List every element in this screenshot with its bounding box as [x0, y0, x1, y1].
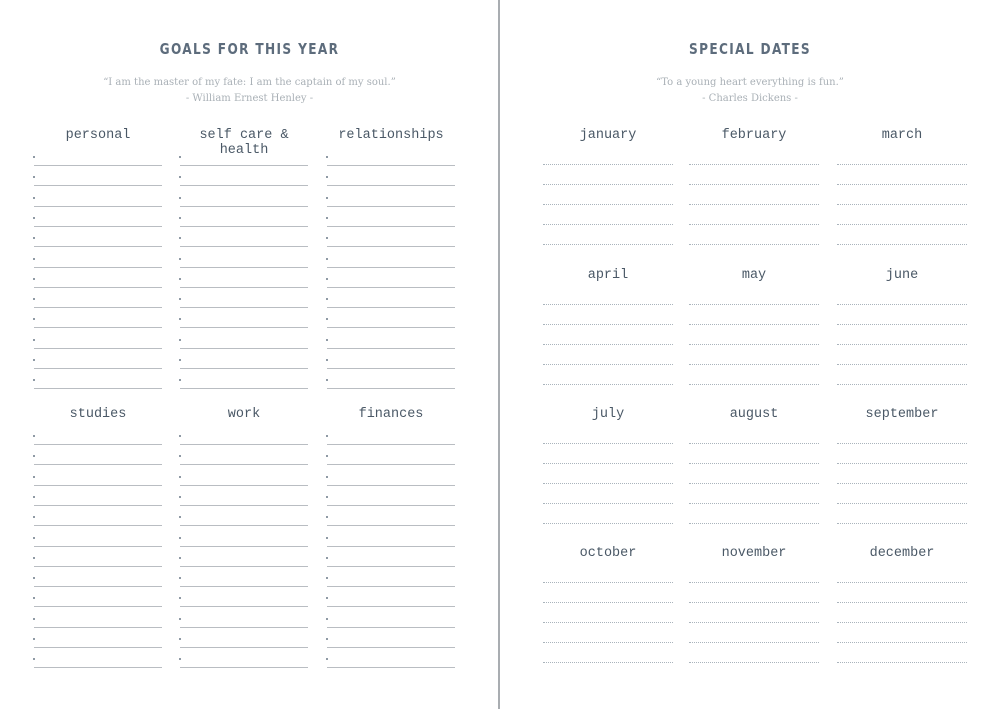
bullet-icon — [33, 278, 35, 280]
goal-entry-line[interactable] — [180, 388, 308, 389]
goal-entry-line[interactable] — [327, 667, 455, 668]
bullet-icon — [179, 597, 181, 599]
goal-entry-line[interactable] — [180, 287, 308, 288]
date-entry-line[interactable] — [543, 204, 673, 205]
date-entry-line[interactable] — [837, 184, 967, 185]
goal-category-label: self care & health — [199, 128, 289, 158]
goal-entry-line[interactable] — [180, 307, 308, 308]
bullet-icon — [33, 318, 35, 320]
goal-entry-line[interactable] — [180, 485, 308, 486]
date-entry-line[interactable] — [543, 324, 673, 325]
date-entry-line[interactable] — [543, 523, 673, 524]
date-entry-line[interactable] — [689, 344, 819, 345]
goal-entry-line[interactable] — [327, 368, 455, 369]
date-entry-line[interactable] — [689, 184, 819, 185]
goal-entry-line[interactable] — [34, 464, 162, 465]
goal-entry-line[interactable] — [34, 368, 162, 369]
bullet-icon — [326, 156, 328, 158]
goal-category-finances — [327, 407, 455, 672]
goal-entry-line[interactable] — [327, 505, 455, 506]
goal-entry-line[interactable] — [34, 327, 162, 328]
bullet-icon — [179, 435, 181, 437]
bullet-icon — [179, 176, 181, 178]
bullet-icon — [33, 258, 35, 260]
date-entry-line[interactable] — [689, 384, 819, 385]
goal-entry-line[interactable] — [180, 606, 308, 607]
bullet-icon — [179, 577, 181, 579]
goal-category-studies — [34, 407, 162, 672]
month-march — [837, 128, 967, 253]
goal-entry-line[interactable] — [34, 165, 162, 166]
bullet-icon — [326, 278, 328, 280]
goal-entry-line[interactable] — [34, 546, 162, 547]
bullet-icon — [326, 217, 328, 219]
goal-entry-line[interactable] — [180, 525, 308, 526]
bullet-icon — [326, 176, 328, 178]
bullet-icon — [33, 577, 35, 579]
goal-category-label: relationships — [338, 128, 444, 143]
month-december — [837, 546, 967, 671]
goal-entry-line[interactable] — [34, 586, 162, 587]
month-may — [689, 268, 819, 393]
bullet-icon — [33, 618, 35, 620]
goals-title: GOALS FOR THIS YEAR — [159, 40, 340, 58]
date-entry-line[interactable] — [689, 662, 819, 663]
month-label: may — [741, 268, 767, 283]
goal-entry-line[interactable] — [327, 165, 455, 166]
date-entry-line[interactable] — [689, 523, 819, 524]
special-dates-title: SPECIAL DATES — [688, 40, 812, 58]
bullet-icon — [33, 176, 35, 178]
month-september — [837, 407, 967, 532]
goal-entry-line[interactable] — [180, 185, 308, 186]
bullet-icon — [326, 298, 328, 300]
bullet-icon — [33, 496, 35, 498]
bullet-icon — [179, 557, 181, 559]
bullet-icon — [179, 618, 181, 620]
bullet-icon — [33, 298, 35, 300]
goals-page — [0, 0, 499, 709]
bullet-icon — [326, 638, 328, 640]
bullet-icon — [33, 455, 35, 457]
date-entry-line[interactable] — [689, 463, 819, 464]
month-november — [689, 546, 819, 671]
date-entry-line[interactable] — [543, 384, 673, 385]
date-entry-line[interactable] — [837, 224, 967, 225]
goal-entry-line[interactable] — [327, 464, 455, 465]
goals-quote-author: - William Ernest Henley - — [185, 93, 314, 104]
bullet-icon — [33, 237, 35, 239]
goal-entry-line[interactable] — [34, 307, 162, 308]
month-label: december — [869, 546, 935, 561]
goal-entry-line[interactable] — [180, 165, 308, 166]
goal-entry-line[interactable] — [34, 185, 162, 186]
date-entry-line[interactable] — [837, 244, 967, 245]
goal-entry-line[interactable] — [180, 444, 308, 445]
bullet-icon — [33, 557, 35, 559]
date-entry-line[interactable] — [543, 463, 673, 464]
goal-category-personal — [34, 128, 162, 393]
month-label: january — [579, 128, 637, 143]
date-entry-line[interactable] — [689, 324, 819, 325]
bullet-icon — [326, 557, 328, 559]
bullet-icon — [179, 476, 181, 478]
special-dates-quote: “To a young heart everything is fun.” — [656, 77, 844, 88]
month-label: april — [587, 268, 629, 283]
bullet-icon — [33, 658, 35, 660]
date-entry-line[interactable] — [837, 622, 967, 623]
goal-category-relationships — [327, 128, 455, 393]
goal-entry-line[interactable] — [34, 444, 162, 445]
bullet-icon — [326, 339, 328, 341]
bullet-icon — [33, 156, 35, 158]
bullet-icon — [33, 217, 35, 219]
goal-entry-line[interactable] — [327, 485, 455, 486]
goal-entry-line[interactable] — [180, 667, 308, 668]
goal-entry-line[interactable] — [180, 348, 308, 349]
goal-entry-line[interactable] — [327, 226, 455, 227]
date-entry-line[interactable] — [543, 602, 673, 603]
goal-entry-line[interactable] — [34, 485, 162, 486]
bullet-icon — [326, 597, 328, 599]
date-entry-line[interactable] — [837, 384, 967, 385]
bullet-icon — [326, 476, 328, 478]
date-entry-line[interactable] — [543, 443, 673, 444]
bullet-icon — [179, 217, 181, 219]
goal-entry-line[interactable] — [327, 586, 455, 587]
month-label: february — [721, 128, 787, 143]
goal-entry-line[interactable] — [180, 246, 308, 247]
bullet-icon — [33, 638, 35, 640]
date-entry-line[interactable] — [689, 602, 819, 603]
date-entry-line[interactable] — [543, 483, 673, 484]
goal-entry-line[interactable] — [327, 606, 455, 607]
bullet-icon — [326, 435, 328, 437]
goal-entry-line[interactable] — [327, 388, 455, 389]
goal-entry-line[interactable] — [180, 505, 308, 506]
bullet-icon — [33, 537, 35, 539]
date-entry-line[interactable] — [837, 463, 967, 464]
month-label: october — [579, 546, 637, 561]
date-entry-line[interactable] — [689, 224, 819, 225]
goal-entry-line[interactable] — [180, 368, 308, 369]
date-entry-line[interactable] — [543, 344, 673, 345]
bullet-icon — [179, 537, 181, 539]
goal-entry-line[interactable] — [180, 627, 308, 628]
date-entry-line[interactable] — [543, 622, 673, 623]
bullet-icon — [179, 658, 181, 660]
month-label: september — [865, 407, 939, 422]
goal-category-label: personal — [65, 128, 131, 143]
date-entry-line[interactable] — [689, 503, 819, 504]
month-label: june — [885, 268, 919, 283]
goal-entry-line[interactable] — [34, 647, 162, 648]
date-entry-line[interactable] — [837, 662, 967, 663]
goal-entry-line[interactable] — [34, 226, 162, 227]
bullet-icon — [33, 435, 35, 437]
goal-entry-line[interactable] — [327, 327, 455, 328]
goal-entry-line[interactable] — [327, 348, 455, 349]
date-entry-line[interactable] — [837, 582, 967, 583]
goal-category-label: work — [227, 407, 261, 422]
bullet-icon — [33, 516, 35, 518]
goal-category-label: finances — [358, 407, 424, 422]
date-entry-line[interactable] — [689, 364, 819, 365]
goal-entry-line[interactable] — [34, 606, 162, 607]
goal-entry-line[interactable] — [327, 185, 455, 186]
date-entry-line[interactable] — [543, 224, 673, 225]
goal-entry-line[interactable] — [327, 546, 455, 547]
date-entry-line[interactable] — [689, 622, 819, 623]
goal-entry-line[interactable] — [180, 566, 308, 567]
date-entry-line[interactable] — [837, 443, 967, 444]
month-january — [543, 128, 673, 253]
goal-entry-line[interactable] — [34, 246, 162, 247]
goal-category-work — [180, 407, 308, 672]
bullet-icon — [326, 516, 328, 518]
date-entry-line[interactable] — [837, 602, 967, 603]
goal-entry-line[interactable] — [327, 267, 455, 268]
month-label: july — [591, 407, 625, 422]
bullet-icon — [326, 379, 328, 381]
bullet-icon — [326, 537, 328, 539]
goal-category-self-care-health — [180, 128, 308, 393]
date-entry-line[interactable] — [543, 364, 673, 365]
bullet-icon — [179, 379, 181, 381]
date-entry-line[interactable] — [837, 364, 967, 365]
bullet-icon — [326, 318, 328, 320]
month-august — [689, 407, 819, 532]
goal-entry-line[interactable] — [34, 206, 162, 207]
goal-entry-line[interactable] — [180, 267, 308, 268]
bullet-icon — [179, 318, 181, 320]
date-entry-line[interactable] — [543, 642, 673, 643]
date-entry-line[interactable] — [837, 523, 967, 524]
goal-entry-line[interactable] — [34, 667, 162, 668]
bullet-icon — [33, 359, 35, 361]
bullet-icon — [326, 496, 328, 498]
goal-entry-line[interactable] — [180, 464, 308, 465]
date-entry-line[interactable] — [689, 164, 819, 165]
goal-entry-line[interactable] — [34, 525, 162, 526]
date-entry-line[interactable] — [837, 483, 967, 484]
goals-quote: “I am the master of my fate: I am the captain of my soul.” — [103, 77, 396, 88]
date-entry-line[interactable] — [689, 244, 819, 245]
date-entry-line[interactable] — [689, 204, 819, 205]
goal-entry-line[interactable] — [180, 226, 308, 227]
goal-entry-line[interactable] — [34, 566, 162, 567]
month-february — [689, 128, 819, 253]
goal-entry-line[interactable] — [180, 586, 308, 587]
goal-entry-line[interactable] — [327, 566, 455, 567]
goal-entry-line[interactable] — [34, 388, 162, 389]
goal-entry-line[interactable] — [180, 647, 308, 648]
bullet-icon — [33, 379, 35, 381]
goal-entry-line[interactable] — [34, 627, 162, 628]
goal-entry-line[interactable] — [34, 505, 162, 506]
goal-entry-line[interactable] — [327, 206, 455, 207]
bullet-icon — [326, 577, 328, 579]
bullet-icon — [179, 339, 181, 341]
bullet-icon — [326, 359, 328, 361]
date-entry-line[interactable] — [543, 662, 673, 663]
bullet-icon — [179, 278, 181, 280]
date-entry-line[interactable] — [689, 483, 819, 484]
goal-category-label: studies — [69, 407, 127, 422]
goal-entry-line[interactable] — [180, 206, 308, 207]
date-entry-line[interactable] — [689, 642, 819, 643]
month-july — [543, 407, 673, 532]
goal-entry-line[interactable] — [34, 267, 162, 268]
bullet-icon — [179, 258, 181, 260]
month-june — [837, 268, 967, 393]
bullet-icon — [326, 658, 328, 660]
date-entry-line[interactable] — [543, 582, 673, 583]
goal-entry-line[interactable] — [34, 287, 162, 288]
date-entry-line[interactable] — [543, 184, 673, 185]
date-entry-line[interactable] — [543, 503, 673, 504]
month-label: august — [729, 407, 779, 422]
goal-entry-line[interactable] — [180, 546, 308, 547]
page-spine — [498, 0, 500, 709]
date-entry-line[interactable] — [543, 304, 673, 305]
bullet-icon — [326, 197, 328, 199]
bullet-icon — [326, 455, 328, 457]
bullet-icon — [179, 638, 181, 640]
date-entry-line[interactable] — [543, 244, 673, 245]
goal-entry-line[interactable] — [327, 647, 455, 648]
date-entry-line[interactable] — [837, 304, 967, 305]
goal-entry-line[interactable] — [180, 327, 308, 328]
bullet-icon — [33, 597, 35, 599]
goal-entry-line[interactable] — [327, 246, 455, 247]
bullet-icon — [179, 237, 181, 239]
bullet-icon — [326, 258, 328, 260]
bullet-icon — [326, 237, 328, 239]
goal-entry-line[interactable] — [327, 444, 455, 445]
date-entry-line[interactable] — [837, 344, 967, 345]
bullet-icon — [326, 618, 328, 620]
date-entry-line[interactable] — [689, 304, 819, 305]
date-entry-line[interactable] — [689, 443, 819, 444]
date-entry-line[interactable] — [837, 164, 967, 165]
goal-entry-line[interactable] — [327, 307, 455, 308]
bullet-icon — [179, 298, 181, 300]
month-label: march — [881, 128, 923, 143]
bullet-icon — [179, 516, 181, 518]
date-entry-line[interactable] — [689, 582, 819, 583]
month-october — [543, 546, 673, 671]
date-entry-line[interactable] — [837, 204, 967, 205]
goal-entry-line[interactable] — [327, 525, 455, 526]
goal-entry-line[interactable] — [34, 348, 162, 349]
special-dates-page — [501, 0, 999, 709]
bullet-icon — [179, 156, 181, 158]
bullet-icon — [179, 455, 181, 457]
bullet-icon — [33, 476, 35, 478]
bullet-icon — [179, 359, 181, 361]
bullet-icon — [179, 197, 181, 199]
date-entry-line[interactable] — [837, 324, 967, 325]
date-entry-line[interactable] — [837, 503, 967, 504]
special-dates-quote-author: - Charles Dickens - — [702, 93, 798, 104]
bullet-icon — [33, 197, 35, 199]
bullet-icon — [179, 496, 181, 498]
goal-entry-line[interactable] — [327, 287, 455, 288]
date-entry-line[interactable] — [837, 642, 967, 643]
month-label: november — [721, 546, 787, 561]
month-april — [543, 268, 673, 393]
goal-entry-line[interactable] — [327, 627, 455, 628]
date-entry-line[interactable] — [543, 164, 673, 165]
bullet-icon — [33, 339, 35, 341]
